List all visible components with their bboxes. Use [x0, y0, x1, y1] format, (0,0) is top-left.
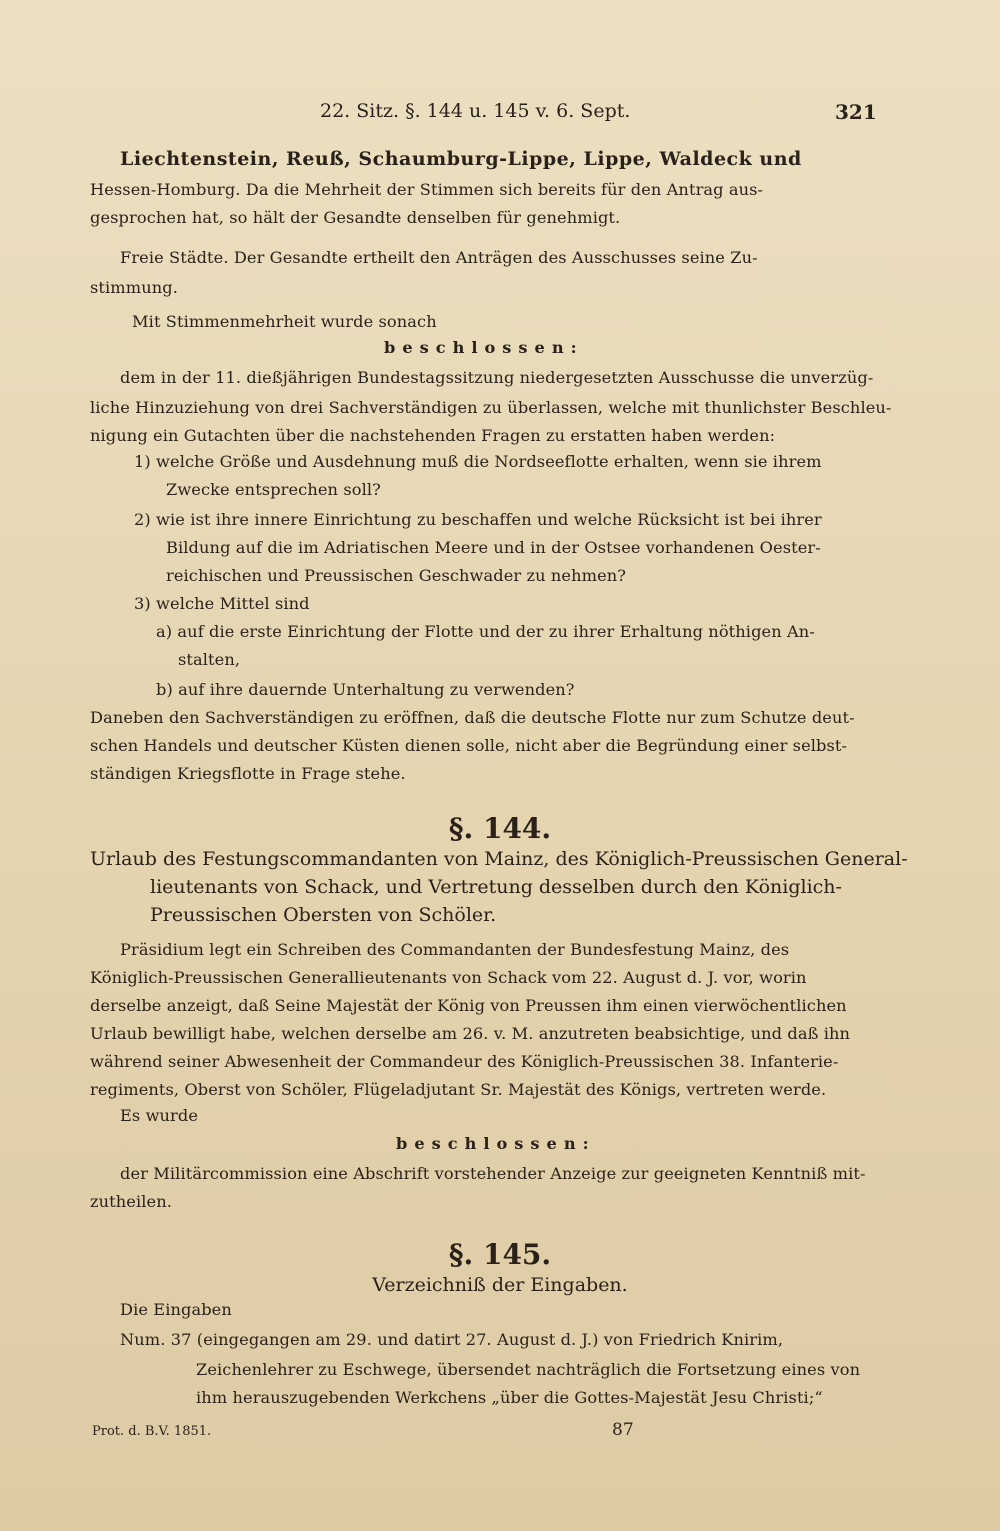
list-item: 1) welche Größe und Ausdehnung muß die Nordseeflotte erhalten, wenn sie ihrem — [134, 452, 822, 471]
list-item: reichischen und Preussischen Geschwader zu nehmen? — [166, 566, 627, 585]
text-line: gesprochen hat, so hält der Gesandte denselben für genehmigt. — [90, 208, 621, 227]
text-line: Es wurde — [120, 1106, 199, 1125]
list-item: stalten, — [178, 650, 241, 669]
section-title: lieutenants von Schack, und Vertretung desselben durch den Königlich- — [150, 876, 842, 898]
list-item: Zwecke entsprechen soll? — [166, 480, 381, 499]
text-line: der Militärcommission eine Abschrift vorstehender Anzeige zur geeigneten Kenntniß mit- — [120, 1164, 866, 1183]
resolution-heading: beschlossen: — [396, 1134, 596, 1153]
list-item: 2) wie ist ihre innere Einrichtung zu beschaffen und welche Rücksicht ist bei ihrer — [134, 510, 822, 529]
section-title: Verzeichniß der Eingaben. — [372, 1274, 628, 1296]
text-line: zutheilen. — [90, 1192, 172, 1211]
text-line: schen Handels und deutscher Küsten dienen solle, nicht aber die Begründung einer selbst- — [90, 736, 848, 755]
text-line: Freie Städte. Der Gesandte ertheilt den Anträgen des Ausschusses seine Zu- — [120, 248, 758, 267]
text-line: Die Eingaben — [120, 1300, 232, 1319]
text-line: ihm herauszugebenden Werkchens „über die Gottes-Majestät Jesu Christi;“ — [196, 1388, 823, 1407]
text-line: Hessen-Homburg. Da die Mehrheit der Stimmen sich bereits für den Antrag aus- — [90, 180, 764, 199]
list-item: b) auf ihre dauernde Unterhaltung zu verwenden? — [156, 680, 575, 699]
footer-signature-left: Prot. d. B.V. 1851. — [92, 1424, 212, 1439]
text-line: während seiner Abwesenheit der Commandeur des Königlich-Preussischen 38. Infanterie- — [90, 1052, 839, 1071]
text-line: Liechtenstein, Reuß, Schaumburg-Lippe, Lippe, Waldeck und — [120, 148, 802, 170]
section-heading-144: §. 144. — [448, 812, 552, 845]
text-line: ständigen Kriegsflotte in Frage stehe. — [90, 764, 406, 783]
resolution-heading: beschlossen: — [384, 338, 584, 357]
section-title: Urlaub des Festungscommandanten von Mainz, des Königlich-Preussischen General- — [90, 848, 908, 870]
footer-signature-number: 87 — [612, 1420, 634, 1440]
text-line: Präsidium legt ein Schreiben des Commandanten der Bundesfestung Mainz, des — [120, 940, 790, 959]
list-item: 3) welche Mittel sind — [134, 594, 310, 613]
running-header: 22. Sitz. §. 144 u. 145 v. 6. Sept. — [320, 100, 631, 122]
text-line: regiments, Oberst von Schöler, Flügeladjutant Sr. Majestät des Königs, vertreten werde. — [90, 1080, 827, 1099]
text-line: liche Hinzuziehung von drei Sachverständigen zu überlassen, welche mit thunlichster Beschleu- — [90, 398, 892, 417]
text-line: Mit Stimmenmehrheit wurde sonach — [132, 312, 437, 331]
list-item: a) auf die erste Einrichtung der Flotte und der zu ihrer Erhaltung nöthigen An- — [156, 622, 815, 641]
text-line: dem in der 11. dießjährigen Bundestagssitzung niedergesetzten Ausschusse die unverzüg- — [120, 368, 874, 387]
section-title: Preussischen Obersten von Schöler. — [150, 904, 497, 926]
text-line: Königlich-Preussischen Generallieutenants von Schack vom 22. August d. J. vor, worin — [90, 968, 807, 987]
section-heading-145: §. 145. — [448, 1238, 552, 1271]
text-line: derselbe anzeigt, daß Seine Majestät der König von Preussen ihm einen vierwöchentlichen — [90, 996, 847, 1015]
text-line: Daneben den Sachverständigen zu eröffnen, daß die deutsche Flotte nur zum Schutze deut- — [90, 708, 855, 727]
text-line: Urlaub bewilligt habe, welchen derselbe am 26. v. M. anzutreten beabsichtige, und daß ihn — [90, 1024, 851, 1043]
list-item: Bildung auf die im Adriatischen Meere und in der Ostsee vorhandenen Oester- — [166, 538, 821, 557]
text-line: Num. 37 (eingegangen am 29. und datirt 27. August d. J.) von Friedrich Knirim, — [120, 1330, 784, 1349]
page-number: 321 — [835, 100, 877, 124]
text-line: nigung ein Gutachten über die nachstehenden Fragen zu erstatten haben werden: — [90, 426, 776, 445]
text-line: stimmung. — [90, 278, 178, 297]
text-line: Zeichenlehrer zu Eschwege, übersendet nachträglich die Fortsetzung eines von — [196, 1360, 861, 1379]
